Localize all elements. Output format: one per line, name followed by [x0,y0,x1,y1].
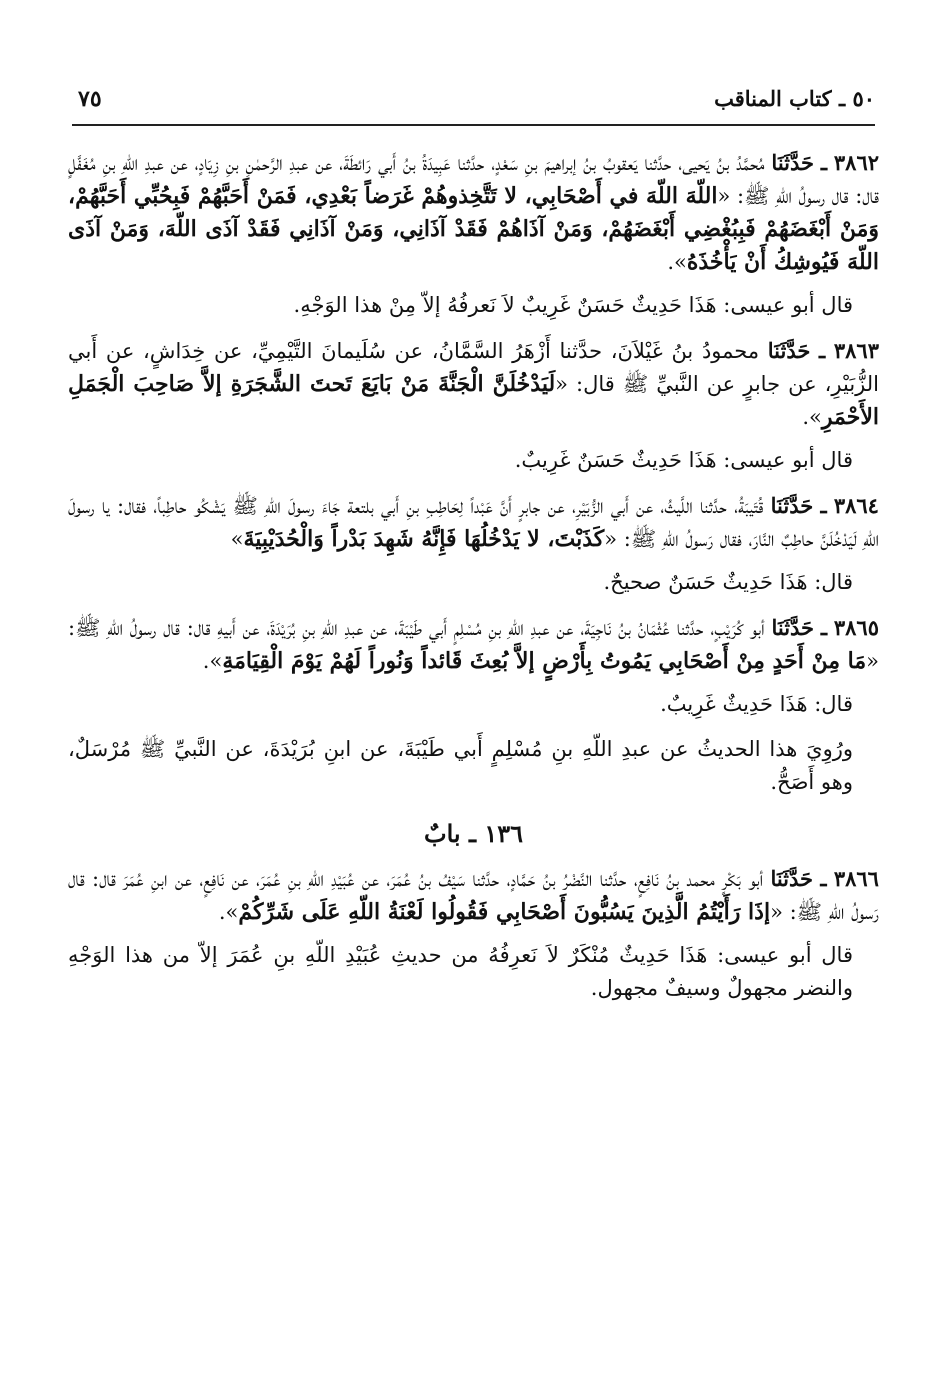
hadith-separator: ـ [820,493,827,518]
hadith-isnad: قُتَيبَةُ، حدَّثنا اللَّيثُ، عن أَبي الزُّبَيْرِ، عن جابرٍ أَنَّ عَبْداً لِحَاطِبِ بنِ أَبي بلتعة جَاءَ رسولَ اللّهِ ﷺ يَشْكُو حاطِباً، فقال: يا رسولَ اللّهِ لَيَدْخُلَنَّ حاطِبٌ النَّارَ، فقال رَسولُ اللهِ ﷺ: « [68,494,879,551]
haddathana-word: حَدَّثَنَا [771,615,815,640]
section-heading-bab: ١٣٦ ـ بابٌ [424,819,523,848]
hadith-isnad: محمودُ بنُ غَيْلاَنَ، حدَّثنا أَزْهَرُ السَّمَّانُ، عن سُلَيمانَ التَّيْمِيِّ، عن خِدَاشٍ، عن أَبي الزُّبَيْرِ، عن جابرٍ عن النَّبيِّ ﷺ قال: « [68,339,879,396]
quote-close: ». [802,405,822,429]
hadith-3862 [68,146,879,279]
hadith-number: ٣٨٦٢ [833,150,880,175]
hadith-number: ٣٨٦٦ [833,866,879,891]
page-content [68,146,879,1017]
grading-comment-3865: قال: هَذَا حَدِيثٌ غَرِيبٌ. [660,692,853,716]
hadith-3864 [68,489,879,556]
grading-comment-3864: قال: هَذَا حَدِيثٌ حَسَنٌ صحيحٌ. [603,570,853,594]
page-number: ٧٥ [78,86,102,112]
hadith-isnad: مُحمَّدُ بنُ يَحيى، حدَّثنا يَعقوبُ بنُ إبراهيمَ بنِ سَعْدٍ، حدَّثنا عَبِيدَةُ بنُ أَبي رَائطَةَ، عن عبدِ الرَّحمٰنِ بنِ زِيَادٍ، عن عبدِ اللّهِ بنِ مُغَفَّلٍ قال: قال رسولُ اللّهِ ﷺ: « [68,151,879,208]
haddathana-word: حَدَّثَنَا [770,866,814,891]
chapter-title: ٥٠ ـ كتاب المناقب [714,86,875,111]
hadith-number: ٣٨٦٥ [833,615,879,640]
hadith-separator: ـ [819,338,826,363]
hadith-separator: ـ [820,150,828,175]
grading-comment-3866: قال أبو عيسى: هَذَا حَدِيثٌ مُنْكَرٌ لاَ نَعرِفُهُ من حديثِ عُبَيْدِ اللّهِ بنِ عُمَرَ إلاّ من هذا الوَجْهِ والنضر مجهولٌ وسيفٌ مجهول. [68,943,853,1000]
grading-comment-3862: قال أبو عيسى: هَذَا حَدِيثٌ حَسَنٌ غَرِيبٌ لاَ نَعرفُهُ إلاّ مِنْ هذا الوَجْهِ. [293,293,853,317]
hadith-matn: كَذَبْتَ، لا يَدْخُلُهَا فَإِنَّهُ شَهِدَ بَدْراً وَالْحُدَيْبِيَةَ [243,526,605,552]
hadith-3865 [68,611,879,678]
hadith-isnad: أبو كُرَيْبٍ، حدَّثنا عُثْمَانُ بنُ نَاجِيَةَ، عن عبدِ اللّهِ بنِ مُسْلِمٍ أَبي طَيْبَةَ، عن عبدِ اللّهِ بنِ بُرَيْدَةَ، عن أَبيهِ قال: قال رسولُ اللّهِ ﷺ: « [68,616,879,673]
hadith-matn: مَا مِنْ أَحَدٍ مِنْ أَصْحَابِي يَمُوتُ بِأَرْضٍ إلاَّ بُعِثَ قَائداً وَنُوراً لَهُمْ يَوْمَ الْقِيَامَةِ [222,648,867,674]
hadith-separator: ـ [820,615,828,640]
quote-close: ». [218,900,239,924]
hadith-matn: اللّهَ اللّهَ في أَصْحَابِي، لا تَتَّخِذوهُمْ غَرَضاً بَعْدِي، فَمَنْ أَحَبَّهُمْ فَبِحُبِّي أَحَبَّهُمْ، وَمَنْ أَبْغَضَهُمْ فَبِبُغْضِي أَبْغَضَهُمْ، وَمَنْ آذَاهُمْ فَقَدْ آذَانِي، وَمَنْ آذَانِي فَقَدْ آذَى اللّهَ، وَمَنْ آذَى اللّهَ فَيُوشِكُ أَنْ يَأْخُذَهُ [68,183,879,275]
grading-comment-3863: قال أبو عيسى: هَذَا حَدِيثٌ حَسَنٌ غَرِيبٌ. [514,448,853,472]
page-header [72,80,875,126]
hadith-number: ٣٨٦٣ [833,338,879,363]
hadith-3863 [68,334,879,434]
quote-close: » [230,527,244,551]
hadith-matn: إذَا رَأَيْتُمُ الَّذِينَ يَسُبُّونَ أَصْحَابِي فَقُولُوا لَعْنَةُ اللّهِ عَلَى شَرِّكُمْ [238,899,771,925]
haddathana-word: حَدَّثَنَا [771,150,815,175]
haddathana-word: حَدَّثَنَا [770,493,814,518]
haddathana-word: حَدَّثَنَا [767,338,811,363]
narration-note-3865: ورُوِيَ هذا الحديثُ عن عبدِ اللّهِ بنِ مُسْلِمٍ أَبي طَيْبَةَ، عن ابنِ بُرَيْدَةَ، عن النَّبيِّ ﷺ مُرْسَلٌ، وهو أَصَحُّ. [68,737,853,794]
hadith-3866 [68,862,879,929]
hadith-isnad: أبو بَكْرٍ محمد بنُ نَافِعٍ، حدَّثنا النَّضْرُ بنُ حَمَّادٍ، حدَّثنا سَيْفُ بنُ عُمَرَ، عن عُبَيْدِ اللّهِ بنِ عُمَرَ، عن نَافِعٍ، عن ابنِ عُمَرَ قال: قال رَسولُ اللّهِ ﷺ: « [68,867,879,924]
hadith-number: ٣٨٦٤ [833,493,879,518]
hadith-separator: ـ [820,866,827,891]
quote-close: ». [202,649,223,673]
quote-close: ». [667,250,687,274]
hadith-matn: لَيَدْخُلَنَّ الْجَنَّةَ مَنْ بَايَعَ تَحتَ الشَّجَرَةِ إلاَّ صَاحِبَ الْجَمَلِ الأَحْمَرِ [68,371,879,430]
